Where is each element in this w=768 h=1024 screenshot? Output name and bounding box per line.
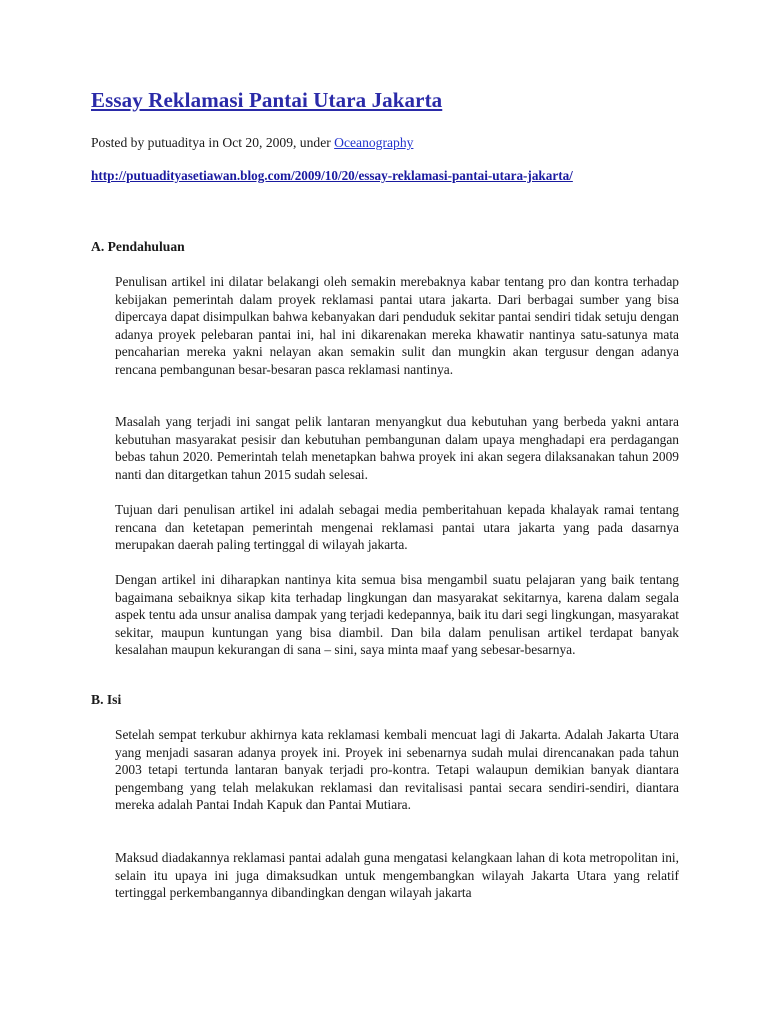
post-meta-text: Posted by putuaditya in Oct 20, 2009, under (91, 135, 335, 150)
article-title[interactable]: Essay Reklamasi Pantai Utara Jakarta (91, 88, 443, 112)
paragraph: Tujuan dari penulisan artikel ini adalah sebagai media pemberitahuan kepada khalayak ramai tentang rencana dan ketetapan pemerintah mengenai reklamasi pantai utara jakarta yang pada dasarnya merupakan daerah paling tertinggal di wilayah jakarta. (115, 502, 679, 553)
paragraph: Penulisan artikel ini dilatar belakangi oleh semakin merebaknya kabar tentang pro dan kontra terhadap kebijakan pemerintah dalam proyek reklamasi pantai utara jakarta. Dari berbagai sumber yang bisa dipercaya dapat disimpulkan bahwa kebanyakan dari penduduk sekitar pantai sendiri tidak setuju dengan adanya proyek pelebaran pantai ini, hal ini dikarenakan mereka khawatir nantinya satu-satunya mata pencaharian mereka yakni nelayan akan semakin sulit dan mungkin akan tergusur dengan adanya rencana pembangunan besar-besaran pasca reklamasi nantinya. (115, 274, 679, 377)
permalink-link[interactable]: http://putuadityasetiawan.blog.com/2009/10/20/essay-reklamasi-pantai-utara-jakarta/ (91, 168, 573, 183)
section-heading-pendahuluan: A. Pendahuluan (91, 239, 185, 254)
paragraph: Maksud diadakannya reklamasi pantai adalah guna mengatasi kelangkaan lahan di kota metropolitan ini, selain itu upaya ini juga dimaksudkan untuk mengembangkan wilayah Jakarta Utara yang relatif tertinggal perkembangannya dibandingkan dengan wilayah jakarta (115, 850, 679, 901)
paragraph: Dengan artikel ini diharapkan nantinya kita semua bisa mengambil suatu pelajaran yang baik tentang bagaimana sebaiknya sikap kita terhadap lingkungan dan masyarakat sekitarnya, karena dalam segala aspek tentu ada unsur analisa dampak yang terjadi kedepannya, baik itu dari segi lingkungan, masyarakat sekitar, maupun kuntungan yang bisa diambil. Dan bila dalam penulisan artikel terdapat banyak kesalahan maupun kekurangan di sana – sini, saya minta maaf yang sebesar-besarnya. (115, 572, 679, 658)
paragraph: Masalah yang terjadi ini sangat pelik lantaran menyangkut dua kebutuhan yang berbeda yakni antara kebutuhan masyarakat pesisir dan kebutuhan pembangunan dalam upaya menghadapi era perdagangan bebas tahun 2020. Pemerintah telah menetapkan bahwa proyek ini akan segera dilaksanakan tahun 2009 nanti dan ditargetkan tahun 2015 sudah selesai. (115, 414, 679, 482)
paragraph: Setelah sempat terkubur akhirnya kata reklamasi kembali mencuat lagi di Jakarta. Adalah Jakarta Utara yang menjadi sasaran adanya proyek ini. Proyek ini sebenarnya sudah mulai direncanakan pada tahun 2003 tetapi tertunda lantaran banyak terjadi pro-kontra. Tetapi walaupun demikian banyak diantara pengembang yang telah melakukan reklamasi dan revitalisasi pantai secara sendiri-sendiri, diantara mereka adalah Pantai Indah Kapuk dan Pantai Mutiara. (115, 727, 679, 813)
category-link[interactable]: Oceanography (334, 135, 414, 150)
post-meta (91, 135, 413, 151)
section-heading-isi: B. Isi (91, 692, 122, 707)
